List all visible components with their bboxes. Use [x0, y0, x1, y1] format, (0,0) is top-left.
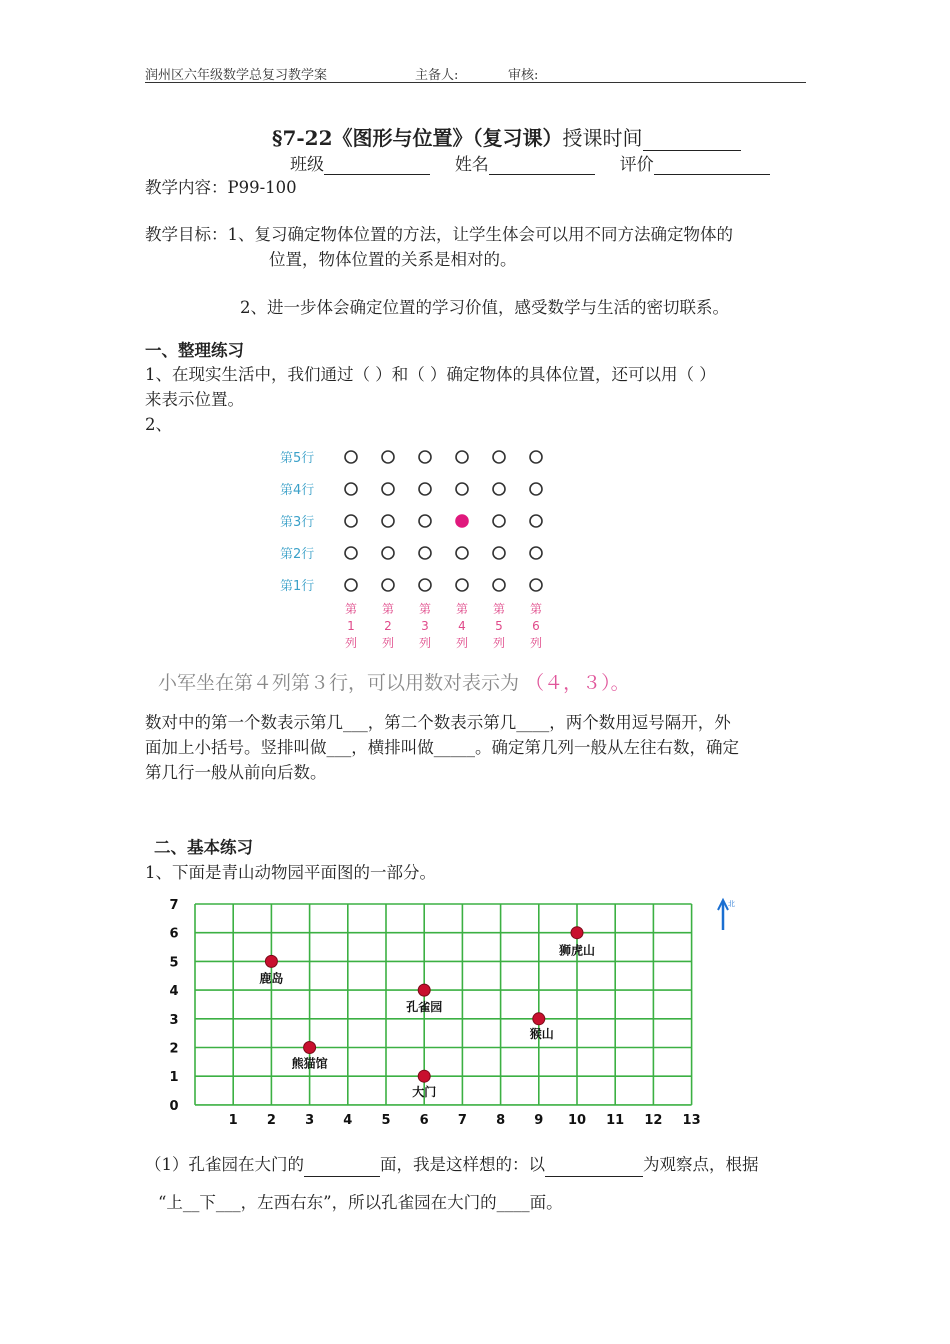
place-label: 熊猫馆 — [291, 1056, 328, 1071]
header-school: 润州区六年级数学总复习教学案 — [145, 68, 328, 83]
y-tick-3: 3 — [169, 1012, 179, 1028]
place-label: 大门 — [412, 1085, 437, 1100]
y-tick-1: 1 — [169, 1070, 179, 1086]
row-label-2: 第2行 — [280, 547, 315, 562]
svg-text:列: 列 — [344, 636, 358, 650]
place-marker — [418, 1070, 430, 1082]
seat — [530, 515, 542, 527]
section1-heading: 一、整理练习 — [145, 341, 244, 360]
goal-2: 2、进一步体会确定位置的学习价值，感受数学与生活的密切联系。 — [240, 298, 729, 317]
row-label-1: 第1行 — [280, 579, 315, 594]
header-rule — [145, 82, 806, 83]
svg-text:2: 2 — [384, 619, 392, 633]
x-tick-11: 11 — [606, 1112, 625, 1128]
place-marker — [533, 1013, 545, 1025]
peacock-q-c: 为观察点，根据 — [643, 1155, 759, 1174]
seat-highlighted — [456, 515, 468, 527]
north-arrow-icon — [718, 899, 735, 930]
name-label: 姓名 — [454, 155, 489, 175]
peacock-q-line1 — [145, 1152, 759, 1177]
col-label-3 — [419, 602, 431, 650]
class-label: 班级 — [290, 155, 324, 175]
y-tick-6: 6 — [169, 926, 179, 942]
col-label-2 — [382, 602, 394, 650]
peacock-q-b: 面，我是这样想的：以 — [380, 1155, 545, 1174]
seat — [493, 547, 505, 559]
place-label: 孔雀园 — [406, 1000, 443, 1015]
place-marker — [571, 927, 583, 939]
svg-text:3: 3 — [421, 619, 429, 633]
seat — [530, 579, 542, 591]
place-熊猫馆 — [292, 1042, 328, 1071]
svg-text:6: 6 — [532, 619, 540, 633]
zoo-intro: 1、下面是青山动物园平面图的一部分。 — [145, 863, 436, 882]
seat — [530, 451, 542, 463]
place-label: 猴山 — [529, 1026, 554, 1041]
seat — [456, 579, 468, 591]
x-tick-13: 13 — [682, 1112, 701, 1128]
seat — [345, 483, 357, 495]
x-tick-8: 8 — [496, 1112, 506, 1128]
north-label: 北 — [728, 900, 735, 908]
place-marker — [304, 1042, 316, 1054]
y-tick-2: 2 — [169, 1041, 179, 1057]
title-time-label: 授课时间 — [562, 126, 643, 150]
place-大门 — [412, 1070, 436, 1099]
peacock-q-line2: “上__下___，左西右东”，所以孔雀园在大门的____面。 — [158, 1193, 563, 1212]
y-tick-7: 7 — [169, 898, 179, 913]
x-tick-10: 10 — [567, 1112, 587, 1128]
svg-text:列: 列 — [418, 636, 432, 650]
seat — [456, 451, 468, 463]
seat — [493, 579, 505, 591]
seat-caption — [158, 668, 630, 695]
seat — [382, 547, 394, 559]
seat — [382, 451, 394, 463]
x-tick-12: 12 — [644, 1112, 663, 1128]
svg-text:第: 第 — [381, 602, 395, 616]
pair-explain-3: 第几行一般从前向后数。 — [145, 763, 327, 782]
direction-blank[interactable] — [304, 1158, 380, 1177]
seat — [419, 579, 431, 591]
svg-text:第: 第 — [529, 602, 543, 616]
col-label-4 — [456, 602, 468, 650]
seat — [530, 483, 542, 495]
col-label-6 — [530, 602, 542, 650]
caption-text: 小军坐在第４列第３行，可以用数对表示为 — [158, 672, 520, 694]
pair-explain-1: 数对中的第一个数表示第几___，第二个数表示第几____，两个数用逗号隔开，外 — [145, 713, 731, 732]
seat — [419, 451, 431, 463]
page-title — [272, 122, 741, 151]
seat — [419, 547, 431, 559]
svg-text:第: 第 — [418, 602, 432, 616]
eval-blank[interactable] — [654, 156, 770, 175]
place-label: 鹿岛 — [259, 971, 284, 986]
seat — [456, 547, 468, 559]
x-tick-2: 2 — [266, 1112, 276, 1128]
y-tick-4: 4 — [169, 984, 179, 1000]
row-label-3: 第3行 — [280, 515, 315, 530]
caption-pair: （４，３）。 — [525, 672, 630, 694]
seat — [419, 483, 431, 495]
svg-text:列: 列 — [455, 636, 469, 650]
seat — [419, 515, 431, 527]
x-tick-7: 7 — [457, 1112, 467, 1128]
pair-explain-2: 面加上小括号。竖排叫做___，横排叫做_____。确定第几列一般从左往右数，确定 — [145, 738, 739, 757]
y-tick-5: 5 — [169, 955, 179, 971]
place-label: 狮虎山 — [558, 943, 596, 958]
seat — [345, 515, 357, 527]
svg-text:第: 第 — [492, 602, 506, 616]
col-label-1 — [345, 602, 357, 650]
time-blank[interactable] — [643, 132, 741, 151]
section2-heading: 二、基本练习 — [154, 838, 253, 857]
row-label-4: 第4行 — [280, 483, 315, 498]
seat — [382, 483, 394, 495]
place-marker — [418, 984, 430, 996]
zoo-map — [160, 892, 750, 1137]
svg-text:列: 列 — [529, 636, 543, 650]
goal-1a: 教学目标：1、复习确定物体位置的方法，让学生体会可以用不同方法确定物体的 — [145, 225, 733, 244]
x-tick-6: 6 — [419, 1112, 429, 1128]
seat — [345, 579, 357, 591]
eval-label: 评价 — [619, 155, 654, 175]
x-tick-4: 4 — [343, 1112, 353, 1128]
svg-text:列: 列 — [381, 636, 395, 650]
seat — [493, 515, 505, 527]
x-tick-5: 5 — [381, 1112, 391, 1128]
class-blank[interactable] — [324, 156, 430, 175]
col-label-5 — [493, 602, 505, 650]
q1-line-a: 1、在现实生活中，我们通过（ ）和（ ）确定物体的具体位置，还可以用（ ） — [145, 365, 716, 384]
seat — [493, 451, 505, 463]
place-marker — [265, 955, 277, 967]
teaching-content: 教学内容：P99-100 — [145, 178, 297, 197]
svg-text:第: 第 — [344, 602, 358, 616]
svg-text:5: 5 — [495, 619, 503, 633]
title-main: §7-22《图形与位置》（复习课） — [272, 126, 563, 150]
row-label-5: 第5行 — [280, 451, 315, 466]
svg-text:4: 4 — [458, 619, 466, 633]
header-preparer: 主备人: — [415, 68, 459, 83]
seat — [530, 547, 542, 559]
q1-line-b: 来表示位置。 — [145, 390, 244, 409]
seat — [456, 483, 468, 495]
svg-text:1: 1 — [347, 619, 355, 633]
seat — [382, 515, 394, 527]
svg-text:列: 列 — [492, 636, 506, 650]
x-tick-9: 9 — [534, 1112, 544, 1128]
seat-chart — [270, 440, 570, 660]
seat — [345, 547, 357, 559]
goal-1b: 位置，物体位置的关系是相对的。 — [269, 250, 517, 269]
header-reviewer: 审核: — [508, 68, 539, 83]
seat — [382, 579, 394, 591]
svg-text:第: 第 — [455, 602, 469, 616]
seat — [493, 483, 505, 495]
student-info-row — [290, 150, 770, 175]
seat — [345, 451, 357, 463]
place-猴山 — [530, 1013, 554, 1041]
observe-point-blank[interactable] — [545, 1158, 643, 1177]
peacock-q-a: （1）孔雀园在大门的 — [145, 1155, 304, 1174]
q2-number: 2、 — [145, 415, 172, 434]
name-blank[interactable] — [489, 156, 595, 175]
y-tick-0: 0 — [169, 1098, 179, 1114]
x-tick-3: 3 — [305, 1112, 315, 1128]
x-tick-1: 1 — [228, 1112, 238, 1128]
